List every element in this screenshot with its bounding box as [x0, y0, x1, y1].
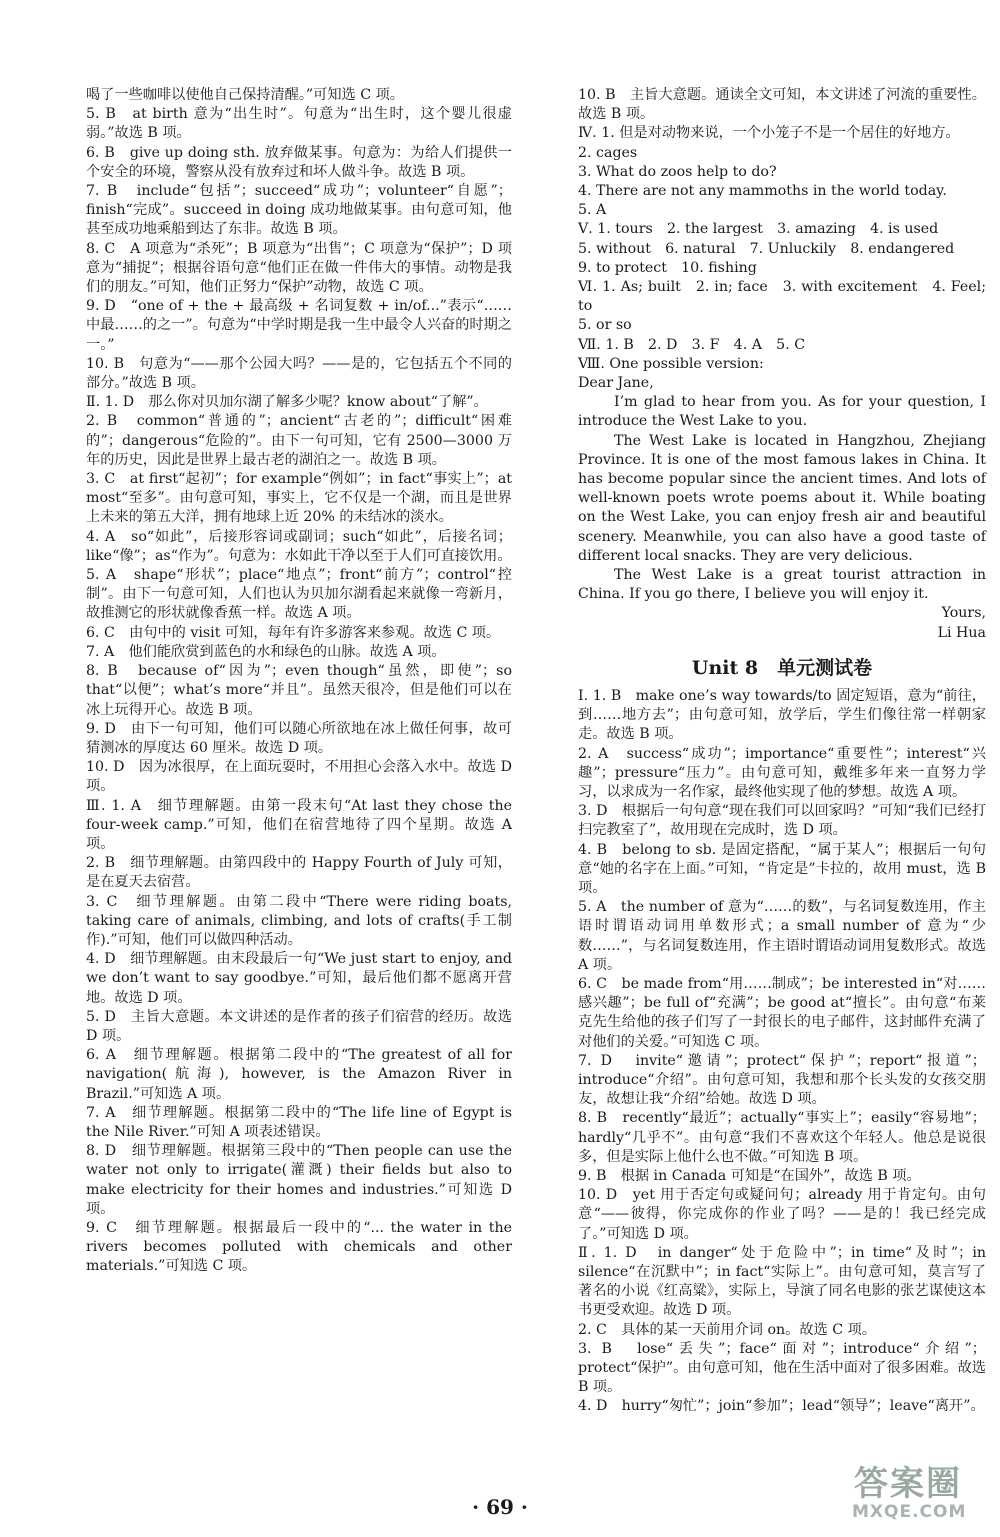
answer-item: 4. A so“如此”，后接形容词或副词；such“如此”，后接名词；like“像”；as“作为”。句意为：水如此干净以至于人们可直接饮用。 [86, 528, 512, 564]
answer-item: 10. B 句意为“——那个公园大吗？——是的，它包括五个不同的部分。”故选 B 项。 [86, 355, 512, 392]
answer-item: 3. D 根据后一句句意“现在我们可以回家吗？”可知“我们已经打扫完教室了”，故用现在完成时，选 D 项。 [578, 803, 986, 839]
answer-item: Ⅱ. 1. D 那么你对贝加尔湖了解多少呢？know about“了解”。 [86, 394, 488, 411]
answer-item: 4. There are not any mammoths in the world today. [578, 183, 947, 200]
answer-item: 6. C 由句中的 visit 可知，每年有许多游客来参观。故选 C 项。 [86, 624, 501, 641]
answer-item: 5. without 6. natural 7. Unluckily 8. endangered [578, 240, 955, 257]
answer-item: 4. B belong to sb. 是固定搭配，“属于某人”；根据后一句句意“她的名字在上面。”可知，“肯定是”卡拉的，故用 must，选 B 项。 [578, 841, 986, 896]
answer-item: 6. B give up doing sth. 放弃做某事。句意为：为给人们提供一个安全的环境，警察从没有放弃过和坏人做斗争。故选 B 项。 [86, 144, 512, 180]
answer-item: 2. A success“成功”；importance“重要性”；interest“兴趣”；pressure“压力”。由句意可知，戴维多年来一直努力学习，以求成为一名作家，最终他实现了他的梦想。故选 A 项。 [578, 745, 986, 800]
answer-item: Ⅶ. 1. B 2. D 3. F 4. A 5. C [578, 336, 806, 353]
answer-item: 7. D invite“邀请”；protect“保护”；report“报道”；introduce“介绍”。由句意可知，我想和那个长头发的女孩交朋友，故想让我“介绍”给她。故选 D 项。 [578, 1052, 986, 1108]
answer-item: 5. or so [578, 317, 632, 334]
answer-item: 喝了一些咖啡以使他自己保持清醒。”可知选 C 项。 [86, 87, 404, 103]
answer-item: 5. A [578, 202, 607, 219]
answer-item: 5. A the number of 意为“……的数”，与名词复数连用，作主语时谓语动词用单数形式；a small number of 意为“少数……”，与名词复数连用，作主语时谓语动词用复数形式。故选 A 项。 [578, 899, 986, 973]
answer-item: Ⅵ. 1. As; built 2. in; face 3. with excitement 4. Feel; to [578, 279, 986, 315]
letter-paragraph: The West Lake is located in Hangzhou, Zhejiang Province. It is one of the most famous lakes in China. It has become popular since the ancient times. And lots of well-known poets wrote poems about it. While boating on the West Lake, you can enjoy fresh air and beautiful scenery. Meanwhile, you can also have a good taste of different local snacks. They are very delicious. [578, 432, 986, 564]
answer-item: 8. D 细节理解题。根据第三段中的“Then people can use the water not only to irrigate(灌溉) their fields but also to make electricity for their homes and industries.”可知选 D 项。 [86, 1143, 512, 1217]
answer-item: 6. C be made from“用……制成”；be interested in“对……感兴趣”；be full of“充满”；be good at“擅长”。由句意“布莱克先生给他的孩子们写了一封很长的电子邮件，这封邮件充满了对他们的关爱。”可知选 C 项。 [578, 975, 986, 1050]
answer-item: 8. C A 项意为“杀死”；B 项意为“出售”；C 项意为“保护”；D 项意为“捕捉”；根据谷语句意“他们正在做一件伟大的事情。动物是我们的朋友。”可知，他们正努力“保护”动物，故选 C 项。 [86, 240, 512, 296]
sample-letter [578, 374, 986, 643]
answer-item: 7. A 他们能欣赏到蓝色的水和绿色的山脉。故选 A 项。 [86, 643, 446, 660]
answer-item: 4. D 细节理解题。由末段最后一句“We just start to enjoy, and we don’t want to say goodbye.”可知，最后他们都不愿离开营地。故选 D 项。 [86, 951, 512, 1006]
answer-item: 8. B because of“因为”；even though“虽然，即使”；so that“以便”；what’s more“并且”。虽然天很冷，但是他们可以在冰上玩得开心。故选 B 项。 [86, 663, 512, 718]
letter-greeting: Dear Jane, [578, 375, 654, 392]
answer-item: 2. C 具体的某一天前用介词 on。故选 C 项。 [578, 1321, 876, 1338]
answer-item: 7. B include“包括”；succeed“成功”；volunteer“自愿”；finish“完成”。succeed in doing 成功地做某事。由句意可知，他甚至成功地乘船到达了东非。故选 B 项。 [86, 183, 512, 238]
answer-item: 2. B 细节理解题。由第四段中的 Happy Fourth of July 可知，是在夏天去宿营。 [86, 855, 512, 891]
letter-signature: Li Hua [937, 624, 986, 641]
answer-item: 5. A shape“形状”；place“地点”；front“前方”；control“控制”。由下一句意可知，人们也认为贝加尔湖看起来就像一弯新月，故推测它的形状就像香蕉一样。故选 A 项。 [86, 567, 512, 622]
answer-item: 5. D 主旨大意题。本文讲述的是作者的孩子们宿营的经历。故选 D 项。 [86, 1008, 512, 1044]
answer-item: 3. C at first“起初”；for example“例如”；in fact“事实上”；at most“至多”。由句意可知，事实上，它不仅是一个湖，而且是世界上未来的第五大洋，拥有地球上近 20% 的未结冰的淡水。 [86, 471, 512, 526]
answer-item: 2. B common“普通的”；ancient“古老的”；difficult“困难的”；dangerous“危险的”。由下一句可知，它有 2500—3000 万年的历史，因此是世界上最古老的湖泊之一。故选 B 项。 [86, 413, 512, 468]
unit-title: Unit 8 单元测试卷 [691, 656, 873, 679]
answer-item: Ⅷ. One possible version: [578, 355, 764, 372]
left-column [86, 86, 512, 1277]
answer-item: 8. B recently“最近”；actually“事实上”；easily“容易地”；hardly“几乎不”。由句意“我们不喜欢这个年轻人。他总是说很多，但是实际上他什么也不做。”可知选 B 项。 [578, 1110, 986, 1165]
letter-paragraph: The West Lake is a great tourist attraction in China. If you go there, I believe you will enjoy it. [578, 567, 986, 603]
answer-item: 7. A 细节理解题。根据第二段中的“The life line of Egypt is the Nile River.”可知 A 项表述错误。 [86, 1104, 512, 1140]
answer-item: 3. What do zoos help to do? [578, 163, 777, 180]
answer-item: Ⅲ. 1. A 细节理解题。由第一段末句“At last they chose the four-week camp.”可知，他们在宿营地待了四个星期。故选 A 项。 [86, 797, 512, 852]
answer-item: 6. A 细节理解题。根据第二段中的“The greatest of all for navigation(航海), however, is the Amazon River in Brazil.”可知选 A 项。 [86, 1047, 512, 1102]
letter-paragraph: I’m glad to hear from you. As for your question, I introduce the West Lake to you. [578, 394, 986, 430]
right-column [578, 86, 986, 1417]
watermark-url: MXQE.COM [852, 1502, 967, 1522]
answer-item: Ⅰ. 1. B make one’s way towards/to 固定短语，意为“前往，到……地方去”；由句意可知，放学后，学生们像往常一样朝家走。故选 B 项。 [578, 687, 986, 743]
answer-item: Ⅳ. 1. 但是对动物来说，一个小笼子不是一个居住的好地方。 [578, 125, 960, 142]
answer-item: 9. to protect 10. fishing [578, 259, 757, 276]
page-number: · 69 · [472, 1495, 528, 1519]
answer-item: 9. C 细节理解题。根据最后一段中的“... the water in the rivers becomes polluted with chemicals and other materials.”可知选 C 项。 [86, 1219, 512, 1275]
answer-item: 10. D yet 用于否定句或疑问句；already 用于肯定句。由句意“——彼得，你完成你的作业了吗？——是的！我已经完成了。”可知选 D 项。 [578, 1187, 986, 1242]
answer-item: 4. D hurry“匆忙”；join“参加”；lead“领导”；leave“离开”。 [578, 1398, 985, 1415]
answer-item: 3. B lose“丢失”；face“面对”；introduce“介绍”；protect“保护”。由句意可知，他在生活中面对了很多困难。故选 B 项。 [578, 1340, 986, 1396]
letter-closing: Yours, [941, 605, 986, 622]
answer-item: 9. D 由下一句可知，他们可以随心所欲地在冰上做任何事，故可猜测冰的厚度达 60 厘米。故选 D 项。 [86, 720, 512, 756]
answer-item: 10. B 主旨大意题。通读全文可知，本文讲述了河流的重要性。故选 B 项。 [578, 87, 986, 123]
answer-item: 5. B at birth 意为“出生时”。句意为“出生时，这个婴儿很虚弱。”故选 B 项。 [86, 106, 512, 142]
answer-item: 9. B 根据 in Canada 可知是“在国外”，故选 B 项。 [578, 1167, 921, 1184]
watermark-logo [840, 1454, 990, 1530]
watermark-text: 答案圈 [854, 1464, 962, 1504]
answer-item: Ⅱ. 1. D in danger“处于危险中”；in time“及时”；in silence“在沉默中”；in fact“实际上”。由句意可知，莫言写了著名的小说《红高粱》，实际上，导演了同名电影的张艺谋使这本书更受欢迎。故选 D 项。 [578, 1244, 986, 1319]
answer-item: 9. D “one of + the + 最高级 + 名词复数 + in/of...”表示“……中最……的之一”。句意为“中学时期是我一生中最令人兴奋的时期之一。” [86, 298, 512, 353]
answer-item: 3. C 细节理解题。由第二段中“There were riding boats, taking care of animals, climbing, and lots of crafts(手工制作).”可知，他们可以做四种活动。 [86, 893, 512, 948]
answer-item: Ⅴ. 1. tours 2. the largest 3. amazing 4. is used [578, 221, 939, 238]
answer-item: 10. D 因为冰很厚，在上面玩耍时，不用担心会落入水中。故选 D 项。 [86, 759, 512, 795]
answer-item: 2. cages [578, 144, 638, 161]
